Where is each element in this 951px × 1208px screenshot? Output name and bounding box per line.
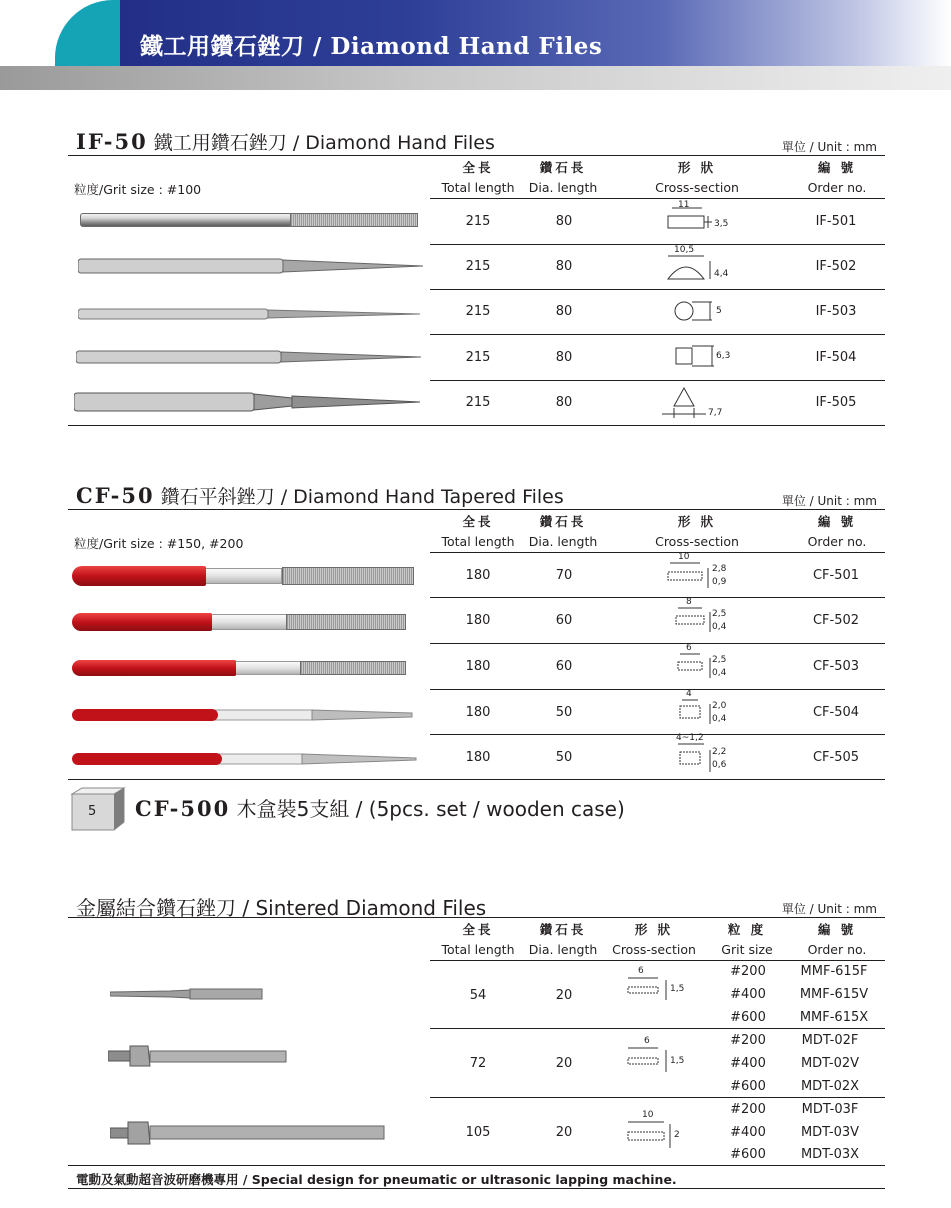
divider bbox=[430, 552, 885, 553]
dim-width: 6 bbox=[686, 643, 692, 653]
sintered-file-shape-1 bbox=[110, 988, 264, 1000]
if502-dia: 80 bbox=[555, 259, 573, 274]
dim-width: 11 bbox=[678, 200, 690, 210]
cf502-total: 180 bbox=[465, 613, 491, 628]
cross-section-cf503 bbox=[674, 642, 734, 684]
dim-height: 2,5 bbox=[712, 609, 727, 619]
file-diamond-part bbox=[290, 213, 418, 227]
grit-value: #400 bbox=[730, 1125, 766, 1140]
dim-height: 2,5 bbox=[712, 655, 727, 665]
col-grit-cn: 粒 度 bbox=[727, 922, 767, 937]
col-dia-en: Dia. length bbox=[528, 534, 598, 549]
dim-height: 4,4 bbox=[714, 269, 729, 279]
if50-col-cross bbox=[634, 158, 760, 198]
order-value: MDT-02X bbox=[800, 1079, 860, 1094]
box-label: 5 bbox=[88, 804, 97, 819]
dim-width: 4 bbox=[686, 689, 692, 699]
if503-order: IF-503 bbox=[815, 304, 857, 319]
cf505-total: 180 bbox=[465, 750, 491, 765]
cross-section-cf502 bbox=[672, 596, 732, 638]
if50-grit: 粒度/Grit size : #100 bbox=[74, 182, 202, 197]
file-image-triangle bbox=[74, 392, 418, 406]
cross-section-cf501 bbox=[664, 552, 734, 594]
order-value: MDT-03V bbox=[800, 1125, 860, 1140]
divider bbox=[68, 779, 885, 780]
dim-width: 7,7 bbox=[708, 408, 723, 418]
divider bbox=[430, 597, 885, 598]
if502-total: 215 bbox=[465, 259, 491, 274]
dim-height: 2,8 bbox=[712, 564, 727, 574]
sintered-unit: 單位 / Unit : mm bbox=[781, 902, 877, 916]
cf501-order: CF-501 bbox=[812, 568, 860, 583]
file-handle bbox=[80, 213, 292, 227]
cf501-dia: 70 bbox=[555, 568, 573, 583]
col-order-en: Order no. bbox=[807, 534, 867, 549]
cf50-col-total bbox=[430, 512, 526, 552]
flat-section-drawing bbox=[664, 202, 744, 234]
col-dia-cn: 鑽石長 bbox=[539, 514, 587, 529]
divider bbox=[430, 334, 885, 335]
cf504-dia: 50 bbox=[555, 705, 573, 720]
if503-dia: 80 bbox=[555, 304, 573, 319]
divider bbox=[430, 643, 885, 644]
cf50-title-text: 鑽石平斜銼刀 / Diamond Hand Tapered Files bbox=[154, 486, 564, 508]
file-diamond-part bbox=[300, 661, 406, 675]
if50-section bbox=[68, 129, 885, 426]
if505-total: 215 bbox=[465, 395, 491, 410]
cross-section-cf505 bbox=[676, 734, 736, 776]
if50-title bbox=[76, 128, 495, 155]
cf50-title bbox=[76, 482, 564, 509]
cf502-dia: 60 bbox=[555, 613, 573, 628]
if504-dia: 80 bbox=[555, 350, 573, 365]
cf503-total: 180 bbox=[465, 659, 491, 674]
sin-col-grit bbox=[712, 920, 782, 960]
col-order-cn: 編 號 bbox=[817, 922, 857, 937]
sin-col-cross bbox=[606, 920, 702, 960]
col-total-cn: 全長 bbox=[462, 514, 494, 529]
cf502-order: CF-502 bbox=[812, 613, 860, 628]
col-order-en: Order no. bbox=[807, 180, 867, 195]
cf50-grit: 粒度/Grit size : #150, #200 bbox=[74, 536, 244, 551]
thin-flat-section-drawing bbox=[676, 688, 736, 730]
divider bbox=[430, 960, 885, 961]
dim-height: 3,5 bbox=[714, 219, 729, 229]
if504-total: 215 bbox=[465, 350, 491, 365]
cf50-col-dia bbox=[524, 512, 602, 552]
cross-section-cf504 bbox=[676, 688, 736, 730]
grit-value: #400 bbox=[730, 1056, 766, 1071]
if501-dia: 80 bbox=[555, 214, 573, 229]
col-dia-en: Dia. length bbox=[528, 180, 598, 195]
page-title: 鐵工用鑽石銼刀 / Diamond Hand Files bbox=[140, 33, 603, 60]
dim-height: 1,5 bbox=[670, 1056, 685, 1066]
cf503-order: CF-503 bbox=[812, 659, 860, 674]
round-file-shape bbox=[78, 308, 423, 320]
half-round-file-shape bbox=[78, 258, 423, 274]
order-value: MDT-03X bbox=[800, 1147, 860, 1162]
if50-col-dia bbox=[524, 158, 602, 198]
grit-value: #200 bbox=[730, 964, 766, 979]
cross-section-g3 bbox=[624, 1110, 694, 1150]
dim-tip: 0,4 bbox=[712, 622, 727, 632]
footnote: 電動及氣動超音波研磨機專用 / Special design for pneumatic or ultrasonic lapping machine. bbox=[68, 1165, 885, 1189]
sin-col-total bbox=[430, 920, 526, 960]
group1-total: 54 bbox=[469, 988, 487, 1003]
file-image-flat bbox=[80, 213, 418, 227]
grit-value: #200 bbox=[730, 1033, 766, 1048]
file-image-square bbox=[76, 349, 418, 363]
cf50-unit: 單位 / Unit : mm bbox=[781, 494, 877, 508]
divider bbox=[430, 689, 885, 690]
col-grit-en: Grit size bbox=[721, 942, 773, 957]
dim-height: 6,3 bbox=[716, 351, 731, 361]
cross-section-triangle bbox=[652, 384, 732, 420]
file-image-round bbox=[78, 305, 418, 319]
if503-total: 215 bbox=[465, 304, 491, 319]
cf504-total: 180 bbox=[465, 705, 491, 720]
file-image-half-round bbox=[78, 258, 418, 272]
group2-total: 72 bbox=[469, 1056, 487, 1071]
col-total-cn: 全長 bbox=[462, 922, 494, 937]
file-diamond-part bbox=[286, 614, 406, 630]
group2-dia: 20 bbox=[555, 1056, 573, 1071]
cf50-section bbox=[68, 483, 885, 780]
grit-value: #400 bbox=[730, 987, 766, 1002]
dim-tip: 0,6 bbox=[712, 760, 727, 770]
dim-tip: 0,9 bbox=[712, 577, 727, 587]
order-value: MMF-615X bbox=[799, 1010, 869, 1025]
dim-tip: 0,4 bbox=[712, 668, 727, 678]
dim-width: 6 bbox=[638, 966, 644, 976]
col-total-cn: 全長 bbox=[462, 160, 494, 175]
order-value: MMF-615F bbox=[800, 964, 868, 979]
sintered-flat-section bbox=[624, 1110, 694, 1150]
sin-col-dia bbox=[524, 920, 602, 960]
banner-gray-strip bbox=[0, 66, 951, 90]
dim-height: 1,5 bbox=[670, 984, 685, 994]
cross-section-round bbox=[672, 298, 732, 324]
col-dia-en: Dia. length bbox=[528, 942, 598, 957]
sintered-file-shape-2 bbox=[108, 1044, 290, 1068]
if505-dia: 80 bbox=[555, 395, 573, 410]
dim-width: 8 bbox=[686, 597, 692, 607]
if50-unit: 單位 / Unit : mm bbox=[781, 140, 877, 154]
triangle-file-shape bbox=[74, 392, 422, 412]
dim-width: 10 bbox=[642, 1110, 654, 1120]
order-value: MMF-615V bbox=[799, 987, 869, 1002]
cross-section-half-round bbox=[664, 245, 744, 283]
divider bbox=[430, 1028, 885, 1029]
tapered-needle-4 bbox=[72, 708, 416, 722]
sintered-file-image-1 bbox=[110, 985, 262, 997]
file-steel-part bbox=[202, 568, 282, 584]
file-red-grip bbox=[72, 566, 206, 586]
dim-width: 4~1,2 bbox=[676, 733, 704, 743]
tapered-file-image-2 bbox=[72, 613, 408, 631]
cf500-code: CF-500 bbox=[135, 796, 231, 821]
cf500-text: 木盒裝5支組 / (5pcs. set / wooden case) bbox=[230, 797, 625, 821]
divider bbox=[430, 734, 885, 735]
dim-width: 6 bbox=[644, 1036, 650, 1046]
if501-order: IF-501 bbox=[815, 214, 857, 229]
dim-height: 2,2 bbox=[712, 747, 727, 757]
cf50-col-order bbox=[787, 512, 887, 552]
if50-col-order bbox=[787, 158, 887, 198]
col-order-cn: 編 號 bbox=[817, 160, 857, 175]
dim-height: 2 bbox=[674, 1130, 680, 1140]
col-order-en: Order no. bbox=[807, 942, 867, 957]
cf500-set-title bbox=[135, 793, 625, 822]
dim-width: 10,5 bbox=[674, 245, 695, 255]
if504-order: IF-504 bbox=[815, 350, 857, 365]
divider bbox=[430, 380, 885, 381]
divider bbox=[430, 289, 885, 290]
col-cross-en: Cross-section bbox=[655, 534, 739, 549]
col-order-cn: 編 號 bbox=[817, 514, 857, 529]
file-steel-part bbox=[208, 614, 288, 630]
sin-col-order bbox=[787, 920, 887, 960]
col-total-en: Total length bbox=[441, 942, 515, 957]
if50-col-total bbox=[430, 158, 526, 198]
col-total-en: Total length bbox=[441, 180, 515, 195]
tapered-needle-5 bbox=[72, 752, 418, 766]
col-cross-cn: 形 狀 bbox=[634, 922, 674, 937]
sintered-heading bbox=[68, 894, 885, 918]
cf501-total: 180 bbox=[465, 568, 491, 583]
sintered-section bbox=[68, 894, 885, 1166]
if50-code: IF-50 bbox=[76, 129, 148, 154]
cross-section-flat bbox=[664, 202, 744, 234]
divider bbox=[430, 1097, 885, 1098]
col-cross-cn: 形 狀 bbox=[677, 514, 717, 529]
divider bbox=[68, 425, 885, 426]
grit-value: #600 bbox=[730, 1147, 766, 1162]
tapered-file-image-1 bbox=[72, 566, 412, 586]
group3-total: 105 bbox=[465, 1125, 491, 1140]
tapered-file-image-5 bbox=[72, 751, 416, 765]
group1-dia: 20 bbox=[555, 988, 573, 1003]
divider bbox=[430, 244, 885, 245]
col-total-en: Total length bbox=[441, 534, 515, 549]
cf50-code: CF-50 bbox=[76, 483, 155, 508]
col-dia-cn: 鑽石長 bbox=[539, 160, 587, 175]
grit-value: #600 bbox=[730, 1079, 766, 1094]
grit-value: #200 bbox=[730, 1102, 766, 1117]
col-cross-cn: 形 狀 bbox=[677, 160, 717, 175]
file-red-grip bbox=[72, 660, 236, 676]
col-cross-en: Cross-section bbox=[655, 180, 739, 195]
sintered-file-image-3 bbox=[110, 1120, 386, 1144]
file-steel-part bbox=[232, 661, 302, 675]
cross-section-g2 bbox=[624, 1036, 694, 1076]
grit-value: #600 bbox=[730, 1010, 766, 1025]
dim-height: 2,0 bbox=[712, 701, 727, 711]
dim-height: 5 bbox=[716, 306, 722, 316]
tapered-file-image-4 bbox=[72, 707, 412, 721]
banner-teal-tab bbox=[55, 0, 127, 66]
order-value: MDT-02V bbox=[800, 1056, 860, 1071]
if501-total: 215 bbox=[465, 214, 491, 229]
order-value: MDT-02F bbox=[801, 1033, 859, 1048]
sintered-file-image-2 bbox=[108, 1044, 288, 1066]
box-shape bbox=[70, 786, 126, 832]
cf504-order: CF-504 bbox=[812, 705, 860, 720]
if50-title-text: 鐵工用鑽石銼刀 / Diamond Hand Files bbox=[147, 132, 495, 154]
group3-dia: 20 bbox=[555, 1125, 573, 1140]
dim-tip: 0,4 bbox=[712, 714, 727, 724]
round-section-drawing bbox=[672, 298, 732, 324]
cf503-dia: 60 bbox=[555, 659, 573, 674]
cf50-col-cross bbox=[634, 512, 760, 552]
page-banner bbox=[0, 0, 951, 90]
cross-section-square bbox=[674, 342, 734, 370]
cf50-heading bbox=[68, 483, 885, 510]
cross-section-g1 bbox=[624, 966, 694, 1006]
tapered-file-image-3 bbox=[72, 660, 408, 676]
col-dia-cn: 鑽石長 bbox=[539, 922, 587, 937]
divider bbox=[430, 198, 885, 199]
wooden-box-icon bbox=[70, 786, 124, 830]
square-file-shape bbox=[76, 350, 421, 364]
sintered-file-shape-3 bbox=[110, 1120, 388, 1146]
if505-order: IF-505 bbox=[815, 395, 857, 410]
order-value: MDT-03F bbox=[801, 1102, 859, 1117]
if502-order: IF-502 bbox=[815, 259, 857, 274]
file-diamond-part bbox=[282, 567, 414, 585]
cf505-order: CF-505 bbox=[812, 750, 860, 765]
if50-heading bbox=[68, 129, 885, 156]
col-cross-en: Cross-section bbox=[612, 942, 696, 957]
cf505-dia: 50 bbox=[555, 750, 573, 765]
dim-width: 10 bbox=[678, 552, 690, 562]
file-red-grip bbox=[72, 613, 212, 631]
sintered-title: 金屬結合鑽石銼刀 / Sintered Diamond Files bbox=[76, 896, 487, 920]
